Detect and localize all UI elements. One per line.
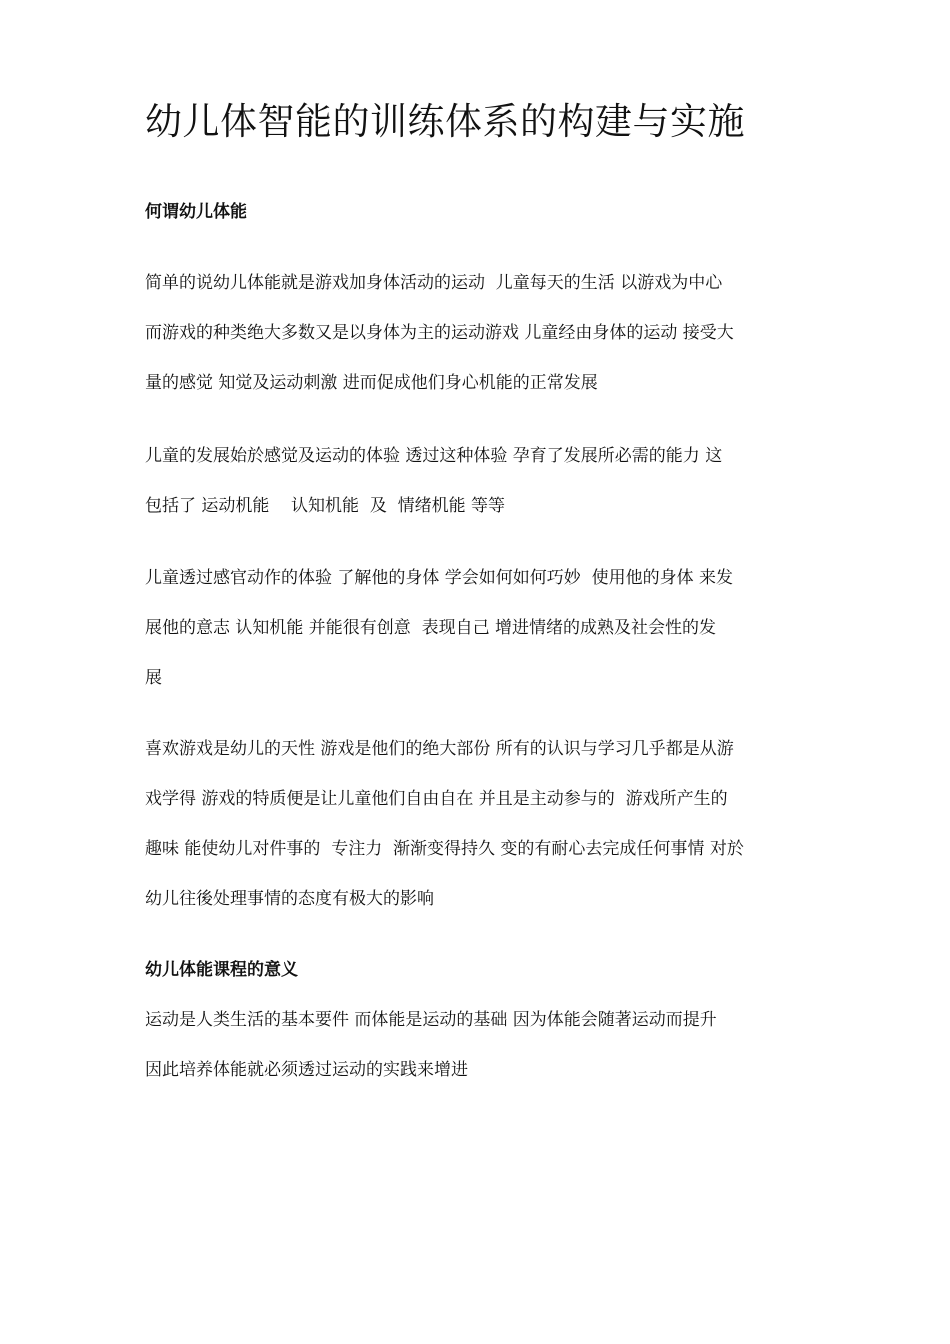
document-title: 幼儿体智能的训练体系的构建与实施: [145, 100, 745, 143]
paragraph-3: [145, 566, 815, 716]
paragraph-line: 展: [145, 668, 162, 688]
paragraph-line: 简单的说幼儿体能就是游戏加身体活动的运动 儿童每天的生活 以游戏为中心: [145, 273, 723, 293]
paragraph-line: 包括了 运动机能 认知机能 及 情绪机能 等等: [145, 496, 506, 516]
paragraph-1: [145, 271, 815, 421]
section-heading-what-is-child-fitness: 何谓幼儿体能: [145, 202, 247, 222]
paragraph-line: 喜欢游戏是幼儿的天性 游戏是他们的绝大部份 所有的认识与学习几乎都是从游: [145, 739, 734, 759]
paragraph-line: 戏学得 游戏的特质便是让儿童他们自由自在 并且是主动参与的 游戏所产生的: [145, 789, 728, 809]
paragraph-5: [145, 1008, 815, 1108]
paragraph-line: 展他的意志 认知机能 并能很有创意 表现自己 增进情绪的成熟及社会性的发: [145, 618, 717, 638]
paragraph-2: [145, 444, 815, 544]
paragraph-line: 趣味 能使幼儿对件事的 专注力 渐渐变得持久 变的有耐心去完成任何事情 对於: [145, 839, 744, 859]
paragraph-line: 因此培养体能就必须透过运动的实践来增进: [145, 1060, 468, 1080]
paragraph-4: [145, 737, 815, 937]
paragraph-line: 量的感觉 知觉及运动刺激 进而促成他们身心机能的正常发展: [145, 373, 598, 393]
paragraph-line: 幼儿往後处理事情的态度有极大的影响: [145, 889, 434, 909]
paragraph-line: 儿童的发展始於感觉及运动的体验 透过这种体验 孕育了发展所必需的能力 这: [145, 446, 723, 466]
paragraph-line: 而游戏的种类绝大多数又是以身体为主的运动游戏 儿童经由身体的运动 接受大: [145, 323, 734, 343]
section-heading-course-meaning: 幼儿体能课程的意义: [145, 960, 298, 980]
paragraph-line: 儿童透过感官动作的体验 了解他的身体 学会如何如何巧妙 使用他的身体 来发: [145, 568, 734, 588]
paragraph-line: 运动是人类生活的基本要件 而体能是运动的基础 因为体能会随著运动而提升: [145, 1010, 717, 1030]
